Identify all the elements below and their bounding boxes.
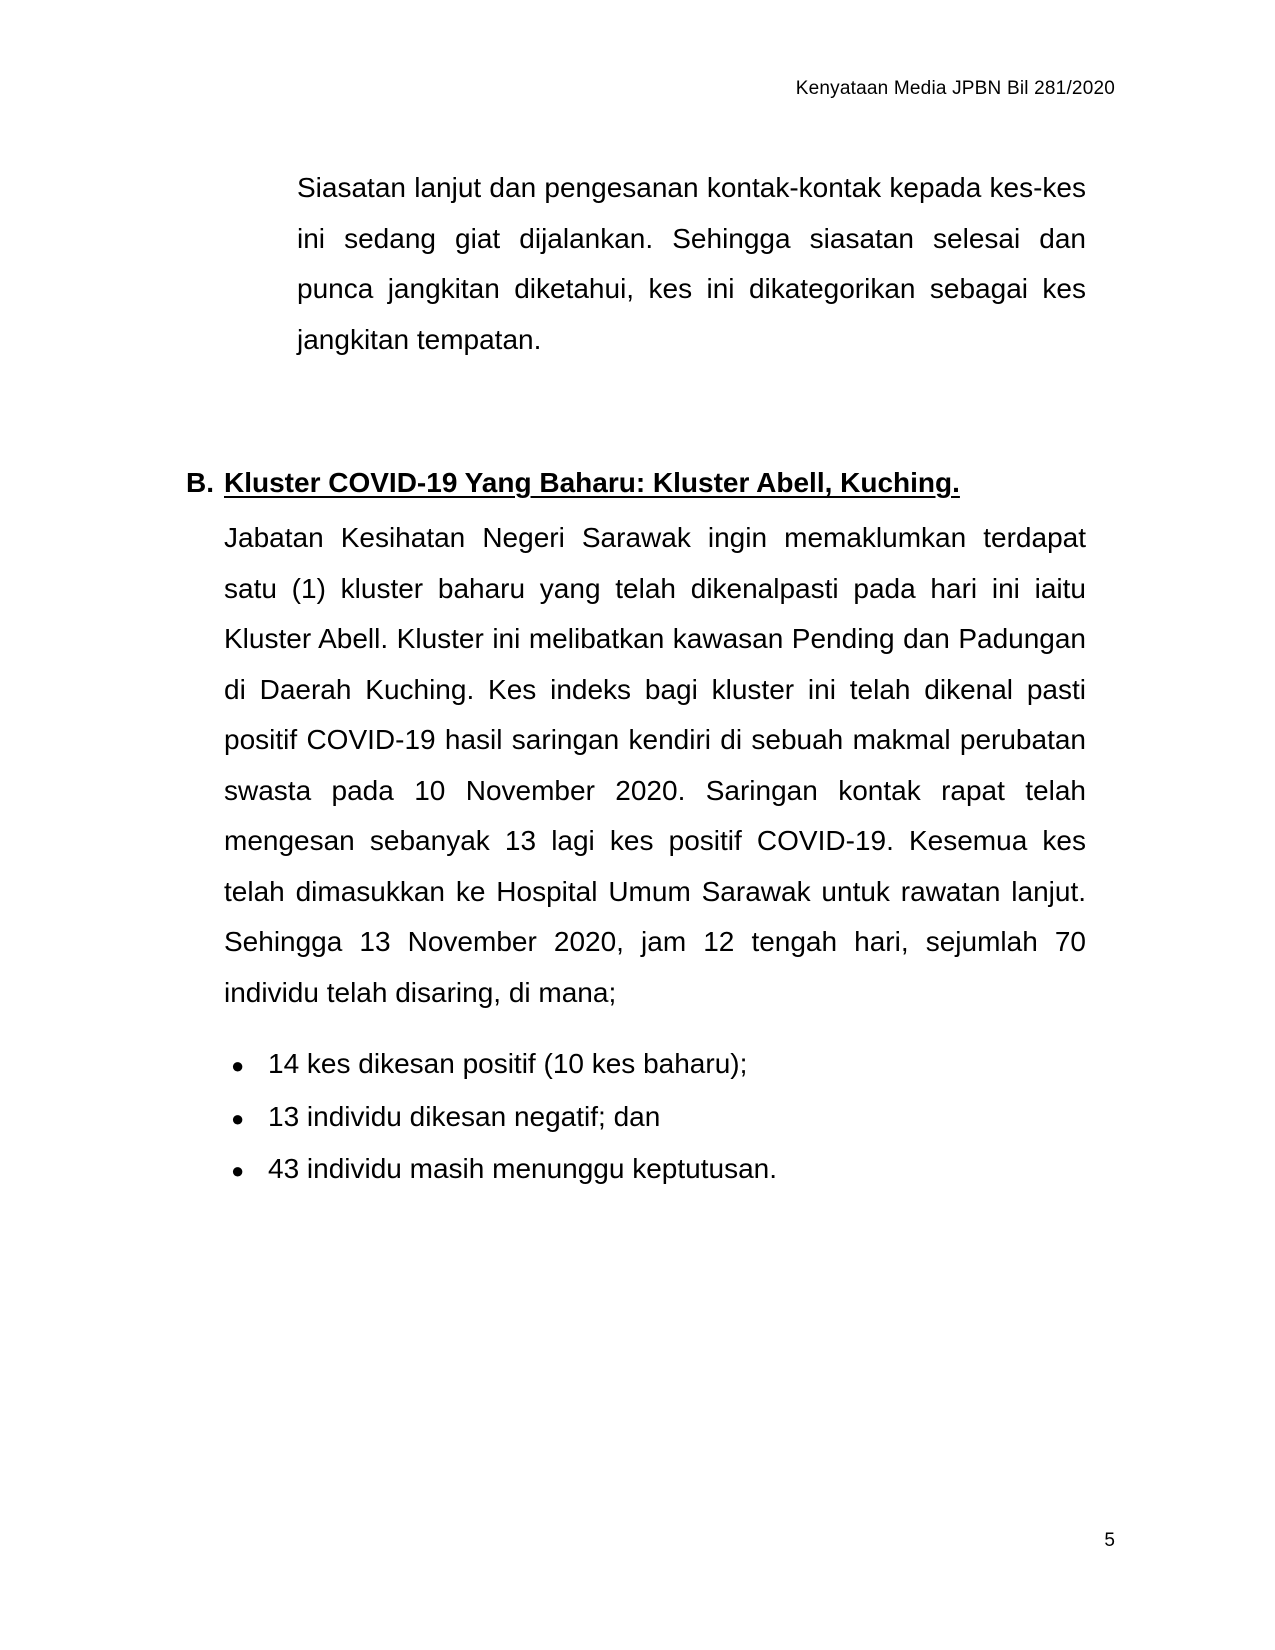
paragraph-investigation: Siasatan lanjut dan pengesanan kontak-kontak kepada kes-kes ini sedang giat dijalankan. Sehingga siasatan selesai dan punca jangkitan diketahui, kes ini dikategorikan sebagai kes jangkitan tempatan. xyxy=(297,172,1086,355)
document-reference-header: Kenyataan Media JPBN Bil 281/2020 xyxy=(795,78,1115,99)
section-letter: B. xyxy=(186,467,214,498)
list-item-text: 13 individu dikesan negatif; dan xyxy=(268,1100,661,1132)
list-item-text: 43 individu masih menunggu keptutusan. xyxy=(268,1153,778,1184)
paragraph-cluster-abell: Jabatan Kesihatan Negeri Sarawak ingin memaklumkan terdapat satu (1) kluster baharu yang telah dikenalpasti pada hari ini iaitu Kluster Abell. Kluster ini melibatkan kawasan Pending dan Padungan di Daerah Kuching. Kes indeks bagi kluster ini telah dikenal pasti positif COVID-19 hasil saringan kendiri di sebuah makmal perubatan swasta pada 10 November 2020. Saringan kontak rapat telah mengesan sebanyak 13 lagi kes positif COVID-19. Kesemua kes telah dimasukkan ke Hospital Umum Sarawak untuk rawatan lanjut. Sehingga 13 November 2020, jam 12 tengah hari, sejumlah 70 individu telah disaring, di mana; xyxy=(224,522,1086,1008)
screening-results-list xyxy=(224,1039,777,1197)
list-item xyxy=(224,1039,777,1092)
section-b-heading xyxy=(186,467,960,499)
list-item xyxy=(224,1144,777,1197)
bullet-icon: ● xyxy=(231,1158,245,1183)
page-number: 5 xyxy=(1104,1530,1115,1551)
bullet-icon: ● xyxy=(231,1053,245,1078)
bullet-icon: ● xyxy=(231,1105,245,1131)
list-item-text: 14 kes dikesan positif (10 kes baharu); xyxy=(268,1048,748,1079)
list-item xyxy=(224,1092,777,1145)
section-title: Kluster COVID-19 Yang Baharu: Kluster Abell, Kuching. xyxy=(224,467,960,498)
